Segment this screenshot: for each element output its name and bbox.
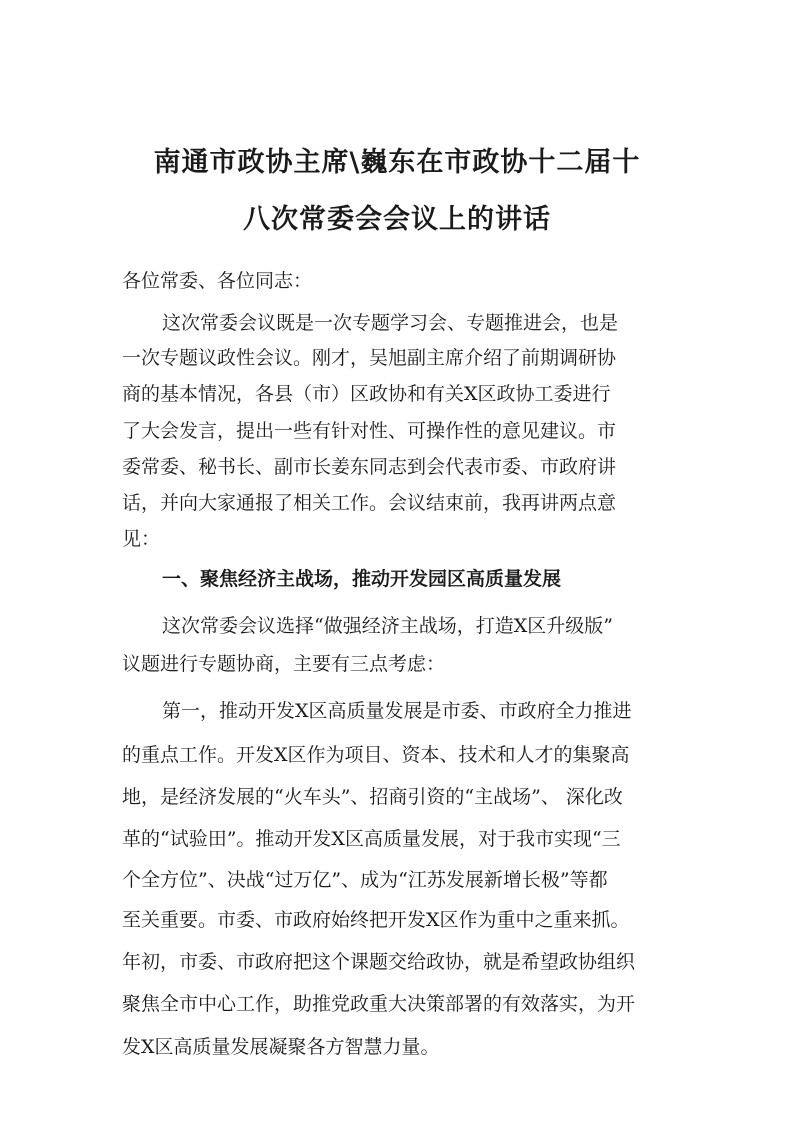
paragraph-line: 一次专题议政性会议。刚才，吴旭副主席介绍了前期调研协 [122,347,617,369]
paragraph-line: 委常委、秘书长、副市长姜东同志到会代表市委、市政府讲 [122,456,617,478]
paragraph-line: 发X区高质量发展凝聚各方智慧力量。 [122,1036,440,1058]
document-title-line-1: 南通市政协主席\巍东在市政协十二届十 [153,147,641,178]
document-title-line-2: 八次常委会会议上的讲话 [243,204,551,235]
paragraph-line: 议题进行专题协商，主要有三点考虑： [122,653,446,675]
paragraph-line: 年初，市委、市政府把这个课题交给政协，就是希望政协组织 [122,951,636,973]
paragraph-line: 话，并向大家通报了相关工作。会议结束前，我再讲两点意 [122,492,617,514]
paragraph-line: 这次常委会议选择“做强经济主战场，打造X区升级版” [162,615,613,637]
paragraph-line: 这次常委会议既是一次专题学习会、专题推进会，也是 [162,312,619,334]
paragraph-line: 了大会发言，提出一些有针对性、可操作性的意见建议。市 [122,420,617,442]
paragraph-line: 革的“试验田”。推动开发X区高质量发展，对于我市实现“三 [122,828,621,850]
paragraph-line: 聚焦全市中心工作，助推党政重大决策部署的有效落实，为开 [122,993,636,1015]
paragraph-line: 至关重要。市委、市政府始终把开发X区作为重中之重来抓。 [122,909,630,931]
paragraph-line: 的重点工作。开发X区作为项目、资本、技术和人才的集聚高 [122,744,630,766]
paragraph-line: 个全方位”、决战“过万亿”、成为“江苏发展新增长极”等都 [122,869,608,891]
paragraph-line: 地，是经济发展的“火车头”、招商引资的“主战场”、 深化改 [122,786,623,808]
paragraph-line: 第一，推动开发X区高质量发展是市委、市政府全力推进 [162,700,632,722]
paragraph-line: 见： [122,528,161,550]
section-heading: 一、聚焦经济主战场，推动开发园区高质量发展 [162,568,562,590]
salutation: 各位常委、各位同志： [122,270,313,292]
paragraph-line: 商的基本情况，各县（市）区政协和有关X区政协工委进行 [122,383,611,405]
